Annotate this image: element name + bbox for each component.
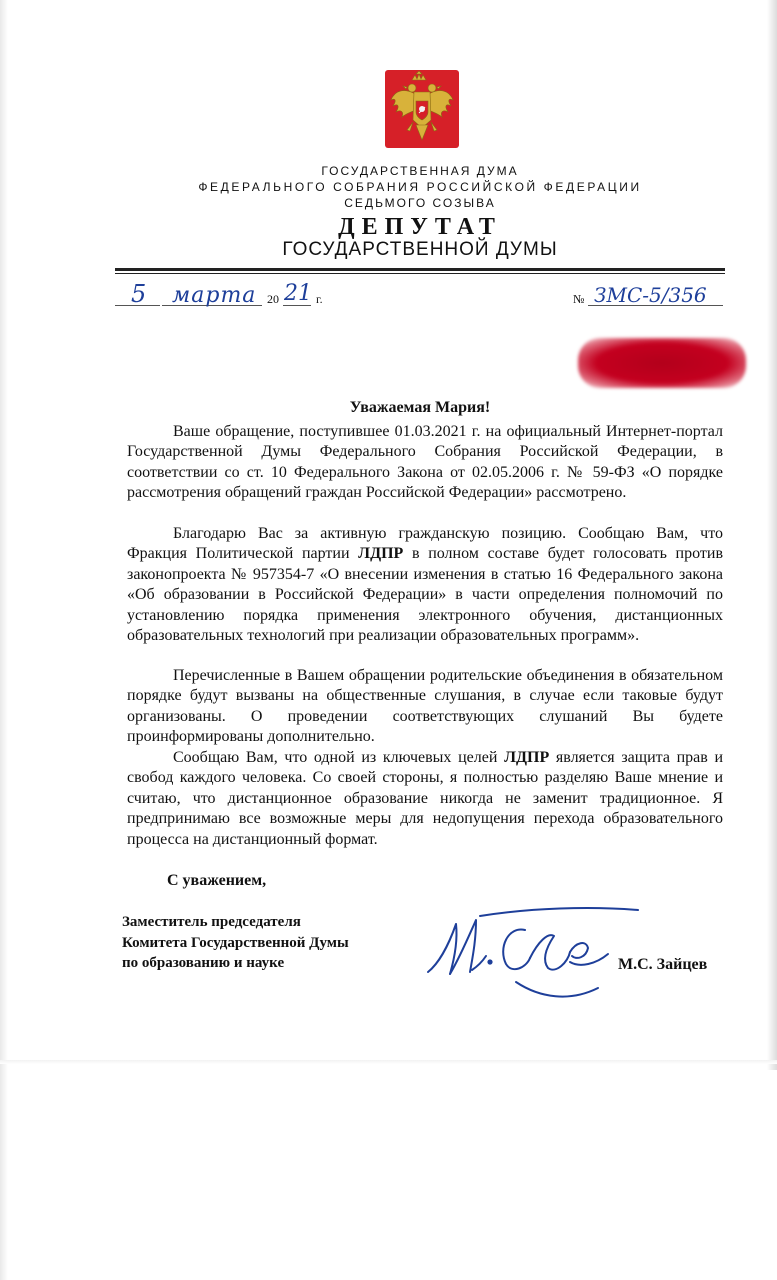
letterhead-rule-thick — [115, 268, 725, 271]
signatory-title-line: Заместитель председателя — [122, 914, 301, 930]
handwritten-signature — [420, 902, 645, 1017]
date-day: 5 — [131, 280, 147, 308]
letterhead-line-1: ГОСУДАРСТВЕННАЯ ДУМА — [321, 164, 519, 178]
number-label: № — [573, 292, 585, 306]
coat-of-arms-icon — [385, 70, 459, 148]
paragraph-3: Перечисленные в Вашем обращении родительские объединения в обязательном порядке будут вызваны на общественные слушания, в случае если таковые будут организованы. О проведении соответствующих слушаний Вы будете проинформированы дополнительно. — [127, 667, 723, 746]
page-bottom-edge — [0, 1060, 777, 1064]
signatory-title-line: по образованию и науке — [122, 955, 285, 971]
paragraph-1: Ваше обращение, поступившее 01.03.2021 г. на официальный Интернет-портал Государственной Думы Федерального Собрания Российской Федерации, в соответствии со ст. 10 Федерального Закона от 02.05.2006 г. № 59-ФЗ «О порядке рассмотрения обращений граждан Российской Федерации» рассмотрено. — [127, 423, 723, 502]
paragraph-2-part-a: Благодарю Вас за активную гражданскую позицию. Сообщаю Вам, что Фракция Политической партии — [127, 525, 723, 563]
paragraph-2-part-b: в полном составе будет голосовать против законопроекта № 957354-7 «О внесении изменения в статью 16 Федерального закона «Об образовании в Российской Федерации» в части определения полномочий по установлению порядка применения электронного обучения, дистанционных образовательных технологий при реализации образовательных программ». — [127, 545, 723, 645]
date-year-suffix: 21 — [284, 281, 312, 306]
paragraph-4-part-a: Сообщаю Вам, что одной из ключевых целей — [173, 749, 505, 766]
closing-phrase: С уважением, — [167, 872, 267, 889]
paragraph-2 — [127, 524, 723, 646]
party-name: ЛДПР — [504, 749, 550, 766]
signatory-name: М.С. Зайцев — [618, 956, 708, 973]
document-number: ЗМС-5/356 — [594, 283, 707, 307]
scan-edge-right — [767, 0, 777, 1070]
letterhead-line-3: СЕДЬМОГО СОЗЫВА — [344, 196, 496, 210]
date-year-prefix: 20 — [267, 292, 279, 306]
date-year-mark: г. — [316, 292, 323, 306]
party-name: ЛДПР — [358, 545, 404, 563]
letterhead-subtitle: ГОСУДАРСТВЕННОЙ ДУМЫ — [282, 239, 558, 260]
salutation: Уважаемая Мария! — [349, 399, 491, 416]
letterhead-rule-thin — [115, 273, 725, 274]
paragraph-4 — [127, 748, 723, 850]
letterhead-title: ДЕПУТАТ — [338, 214, 502, 240]
signatory-title — [122, 912, 349, 974]
signatory-title-line: Комитета Государственной Думы — [122, 934, 349, 951]
paragraph-4-part-b: является защита прав и свобод каждого человека. Со своей стороны, я полностью разделяю Ваше мнение и считаю, что дистанционное образование никогда не заменит традиционное. Я предпринимаю все возможные меры для недопущения перехода образовательного процесса на дистанционный формат. — [127, 749, 724, 848]
letterhead-line-2: ФЕДЕРАЛЬНОГО СОБРАНИЯ РОССИЙСКОЙ ФЕДЕРАЦИИ — [198, 180, 642, 194]
date-month: марта — [172, 283, 257, 308]
redacted-addressee — [578, 338, 746, 388]
